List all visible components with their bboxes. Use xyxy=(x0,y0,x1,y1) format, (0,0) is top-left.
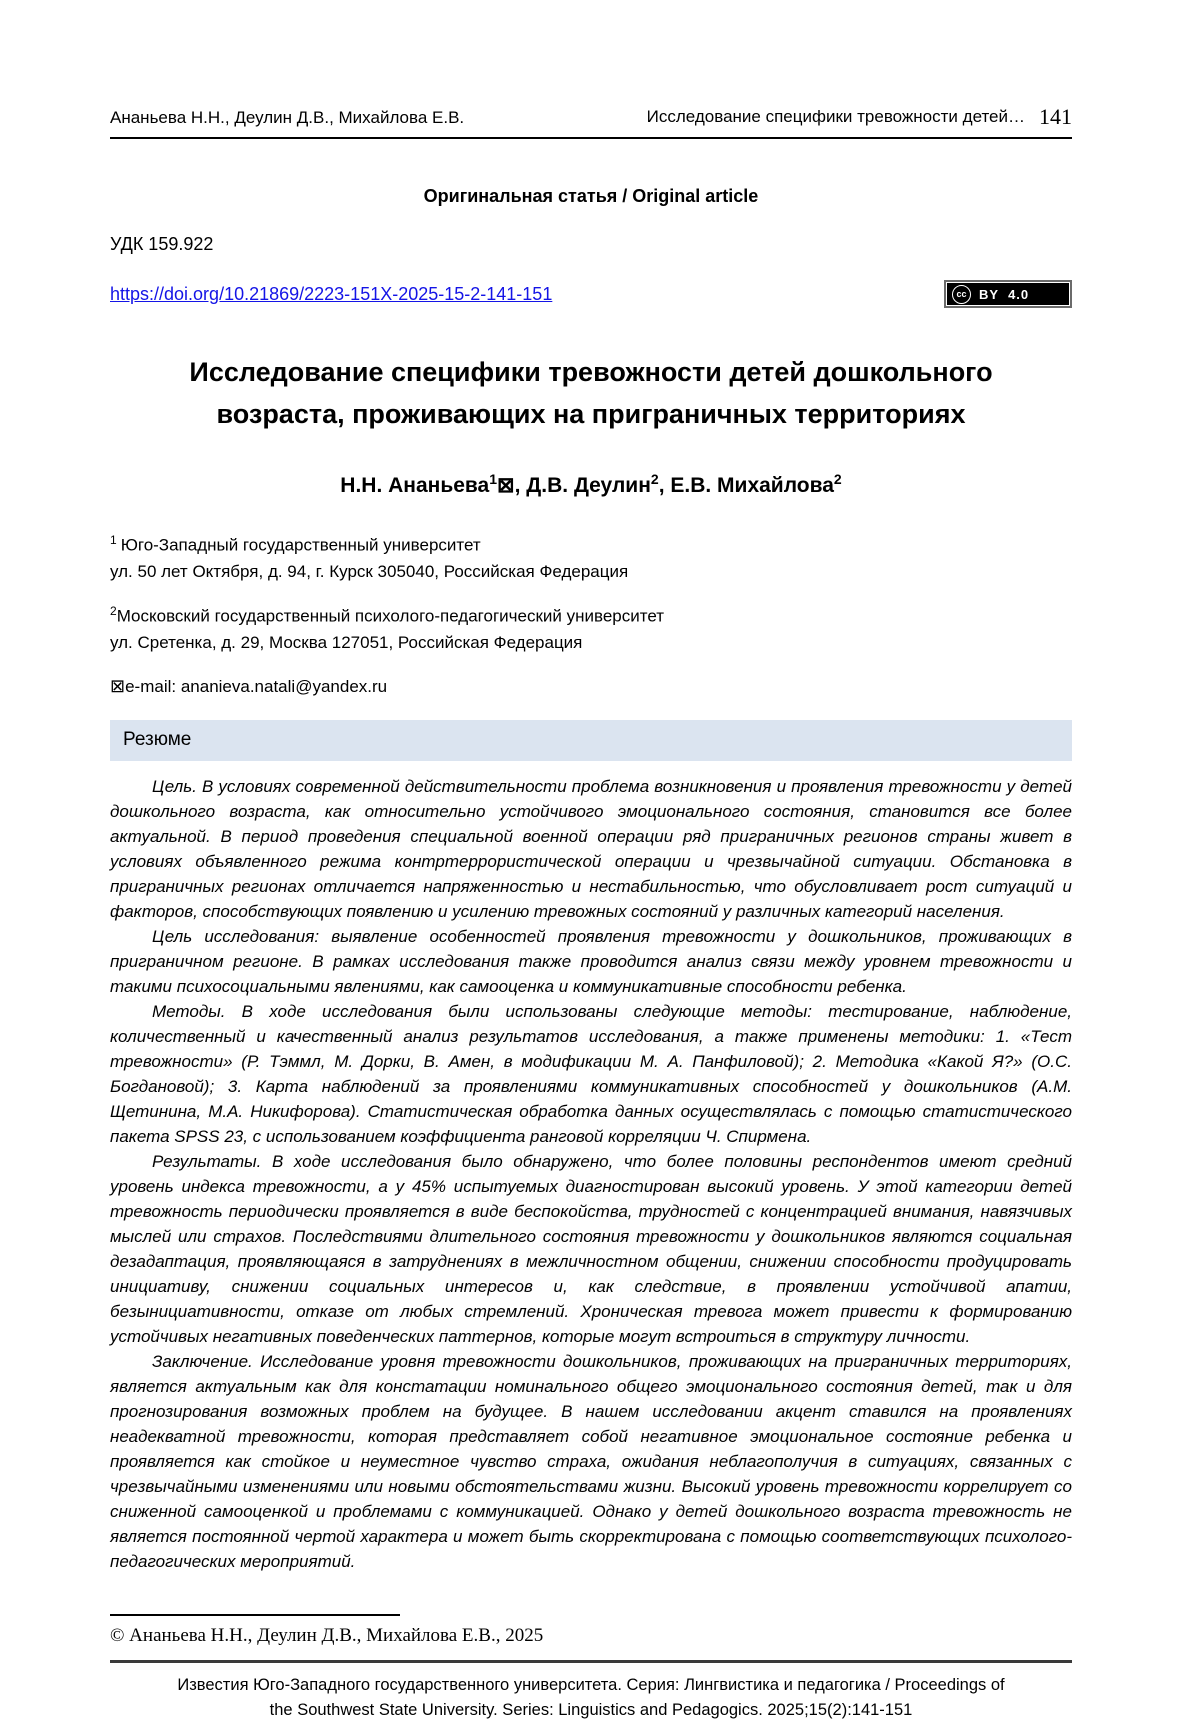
creative-commons-icon: cc xyxy=(952,285,971,304)
running-head-short-title: Исследование специфики тревожности детей… xyxy=(646,107,1025,126)
abstract-paragraph: Методы. В ходе исследования были использованы следующие методы: тестирование, наблюдение, количественный и качественный анализ результатов исследования, а также применены методики: 1. «Тест тревожности» (Р. Тэммл, М. Дорки, В. Амен, в модификации М. А. Панфиловой); 2. Методика «Какой Я?» (О.С. Богдановой); 3. Карта наблюдений за проявлениями коммуникативных способностей у дошкольников (А.М. Щетинина, М.А. Никифорова). Статистическая обработка данных осуществлялась с помощью статистического пакета SPSS 23, с использованием коэффициента ранговой корреляции Ч. Спирмена. xyxy=(110,1002,1072,1147)
author-affiliation-sup: 1 xyxy=(489,470,498,487)
affiliation-2-university: Московский государственный психолого-педагогический университет xyxy=(116,606,665,626)
affiliation-2-name xyxy=(110,602,1072,630)
page-content xyxy=(110,0,1072,1723)
udc-code: УДК 159.922 xyxy=(110,234,214,254)
affiliation-1-name xyxy=(110,531,1072,559)
abstract-paragraph: Цель. В условиях современной действительности проблема возникновения и проявления тревожности у детей дошкольного возраста, как относительно устойчивого эмоционального состояния, становится все более актуальной. В период проведения специальной военной операции ряд приграничных регионов страны живет в условиях объявленного режима контртеррористической операции и чрезвычайной ситуации. Обстановка в приграничных регионах отличается напряженностью и нестабильностью, что обусловливает рост ситуаций и факторов, способствующих появлению и усилению тревожных состояний у различных категорий населения. xyxy=(110,777,1072,922)
abstract-paragraph: Цель исследования: выявление особенностей проявления тревожности у дошкольников, проживающих в приграничном регионе. В рамках исследования также проводится анализ связи между уровнем тревожности и такими психосоциальными явлениями, как самооценка и коммуникативные способности ребенка. xyxy=(110,927,1072,997)
email-line xyxy=(110,676,1072,697)
journal-citation-line: the Southwest State University. Series: Linguistics and Pedagogics. 2025;15(2):141-151 xyxy=(269,1701,913,1720)
envelope-icon: ⊠ xyxy=(110,676,126,697)
journal-citation-line: Известия Юго-Западного государственного университета. Серия: Лингвистика и педагогика / Proceedings of xyxy=(177,1676,1005,1695)
author-name: Н.Н. Ананьева xyxy=(340,473,490,497)
journal-citation-note xyxy=(110,1673,1072,1723)
author-affiliation-sup: 2 xyxy=(833,470,842,487)
license-type: BY xyxy=(979,286,1000,302)
affiliation-1-sup: 1 xyxy=(110,532,117,547)
doi-row xyxy=(110,280,1072,308)
affiliation-2 xyxy=(110,602,1072,656)
license-version: 4.0 xyxy=(1008,286,1030,302)
affiliation-2-sup: 2 xyxy=(110,604,117,619)
abstract-paragraph: Заключение. Исследование уровня тревожности дошкольников, проживающих на приграничных территориях, является актуальным как для констатации номинального общего эмоционального состояния детей, так и для прогнозирования возможных проблем на будущее. В нашем исследовании акцент ставился на проявлениях неадекватной тревожности, которая представляет собой негативное эмоциональное состояние ребенка и проявляется как стойкое и неуместное чувство страха, ожидания неблагополучия в ситуациях, связанных с чрезвычайными изменениями или новыми обстоятельствами жизни. Высокий уровень тревожности коррелирует со сниженной самооценкой и проблемами с коммуникацией. Однако у детей дошкольного возраста тревожность не является постоянной чертой характера и может быть скорректирована с помощью соответствующих психолого-педагогических мероприятий. xyxy=(110,1352,1072,1572)
abstract-heading: Резюме xyxy=(110,720,1072,761)
page-number: 141 xyxy=(1039,104,1072,129)
footnote-divider xyxy=(110,1614,400,1616)
affiliation-1-university: Юго-Западный государственный университет xyxy=(120,535,481,555)
email-text: e-mail: ananieva.natali@yandex.ru xyxy=(125,677,388,697)
running-head xyxy=(110,106,1072,139)
doi-link[interactable]: https://doi.org/10.21869/2223-151X-2025-15-2-141-151 xyxy=(110,283,553,304)
running-head-right xyxy=(647,106,1072,128)
author-affiliation-sup: 2 xyxy=(650,470,659,487)
running-head-authors: Ананьева Н.Н., Деулин Д.В., Михайлова Е.В. xyxy=(110,108,465,127)
affiliation-1 xyxy=(110,531,1072,585)
authors-line xyxy=(110,471,1072,498)
article-type-label: Оригинальная статья / Original article xyxy=(423,186,759,206)
cc-by-license-badge[interactable] xyxy=(944,280,1072,308)
abstract-body xyxy=(110,774,1072,1574)
footer-divider xyxy=(110,1660,1072,1663)
author-name: , Е.В. Михайлова xyxy=(658,473,834,497)
corresponding-author-envelope-icon: ⊠ xyxy=(497,473,515,497)
author-name: , Д.В. Деулин xyxy=(514,473,651,497)
affiliation-2-address: ул. Сретенка, д. 29, Москва 127051, Российская Федерация xyxy=(110,633,583,653)
license-badge-text xyxy=(979,287,1029,302)
abstract-paragraph: Результаты. В ходе исследования было обнаружено, что более половины респондентов имеют средний уровень индекса тревожности, а у 45% испытуемых диагностирован высокий уровень. У этой категории детей тревожность периодически проявляется в виде беспокойства, трудностей с концентрацией внимания, навязчивых мыслей или страхов. Последствиями длительного состояния тревожности у дошкольников являются социальная дезадаптация, проявляющаяся в затруднениях в межличностном общении, снижении способности продуцировать инициативу, снижении социальных интересов и, как следствие, в проявлении устойчивой апатии, безынициативности, отказе от любых стремлений. Хроническая тревога может привести к формированию устойчивых негативных поведенческих паттернов, которые могут встроиться в структуру личности. xyxy=(110,1152,1072,1347)
affiliation-1-address: ул. 50 лет Октября, д. 94, г. Курск 305040, Российская Федерация xyxy=(110,561,629,581)
paper-title: Исследование специфики тревожности детей дошкольного возраста, проживающих на приграничных территориях xyxy=(189,357,993,429)
copyright-line: © Ананьева Н.Н., Деулин Д.В., Михайлова Е.В., 2025 xyxy=(110,1625,544,1647)
